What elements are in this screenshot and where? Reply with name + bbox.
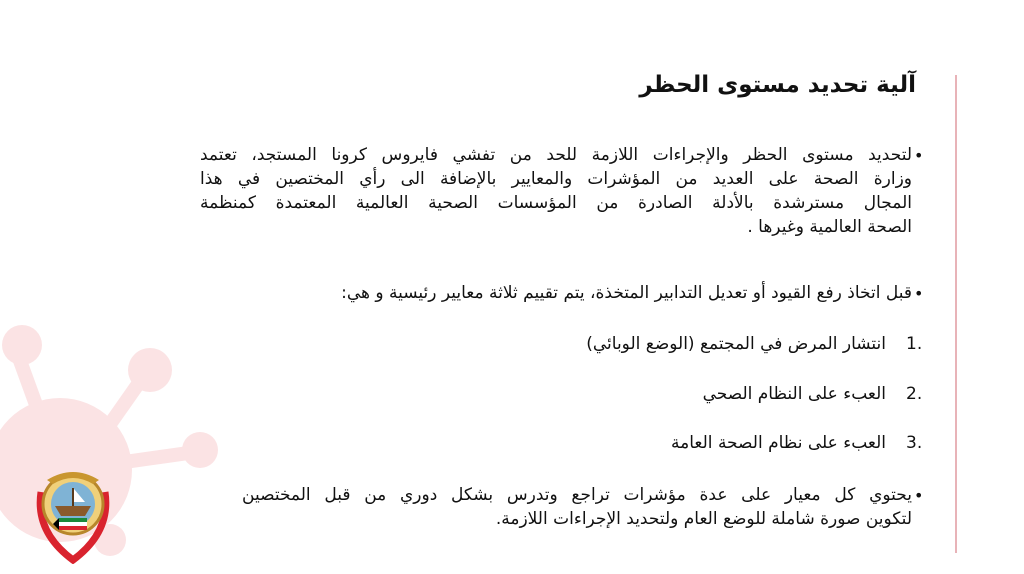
criterion-text: انتشار المرض في المجتمع (الوضع الوبائي) [586,334,886,354]
paragraph-1-line: المجال مسترشدة بالأدلة الصادرة من المؤسسات الصحية العالمية المعتمدة كمنظمة [200,193,912,213]
criterion-text: العبء على نظام الصحة العامة [671,433,886,453]
paragraph-1-line: الصحة العالمية وغيرها . [747,217,912,237]
paragraph-3-line: يحتوي كل معيار على عدة مؤشرات تراجع وتدرس بشكل دوري من قبل المختصين [242,485,912,505]
bullet-icon: • [914,146,924,165]
criterion-number: 1. [906,334,923,354]
bullet-icon: • [914,486,924,505]
paragraph-3 [242,483,912,531]
paragraph-3-line: لتكوين صورة شاملة للوضع العام ولتحديد الإجراءات اللازمة. [495,509,912,529]
paragraph-1-line: لتحديد مستوى الحظر والإجراءات اللازمة للحد من تفشي فايروس كرونا المستجد، تعتمد [200,145,912,165]
paragraph-1 [200,143,912,239]
slide-title: آلية تحديد مستوى الحظر [639,72,916,98]
criterion-text: العبء على النظام الصحي [702,384,886,404]
paragraph-2: قبل اتخاذ رفع القيود أو تعديل التدابير المتخذة، يتم تقييم ثلاثة معايير رئيسية و هي: [341,283,912,303]
divider-line [955,75,957,553]
paragraph-1-line: وزارة الصحة على العديد من المؤشرات والمعايير بالإضافة الى رأي المختصين في هذا [200,169,912,189]
bullet-icon: • [914,284,924,303]
criterion-number: 3. [906,433,923,453]
kuwait-emblem-icon [33,462,113,564]
criterion-number: 2. [906,384,923,404]
